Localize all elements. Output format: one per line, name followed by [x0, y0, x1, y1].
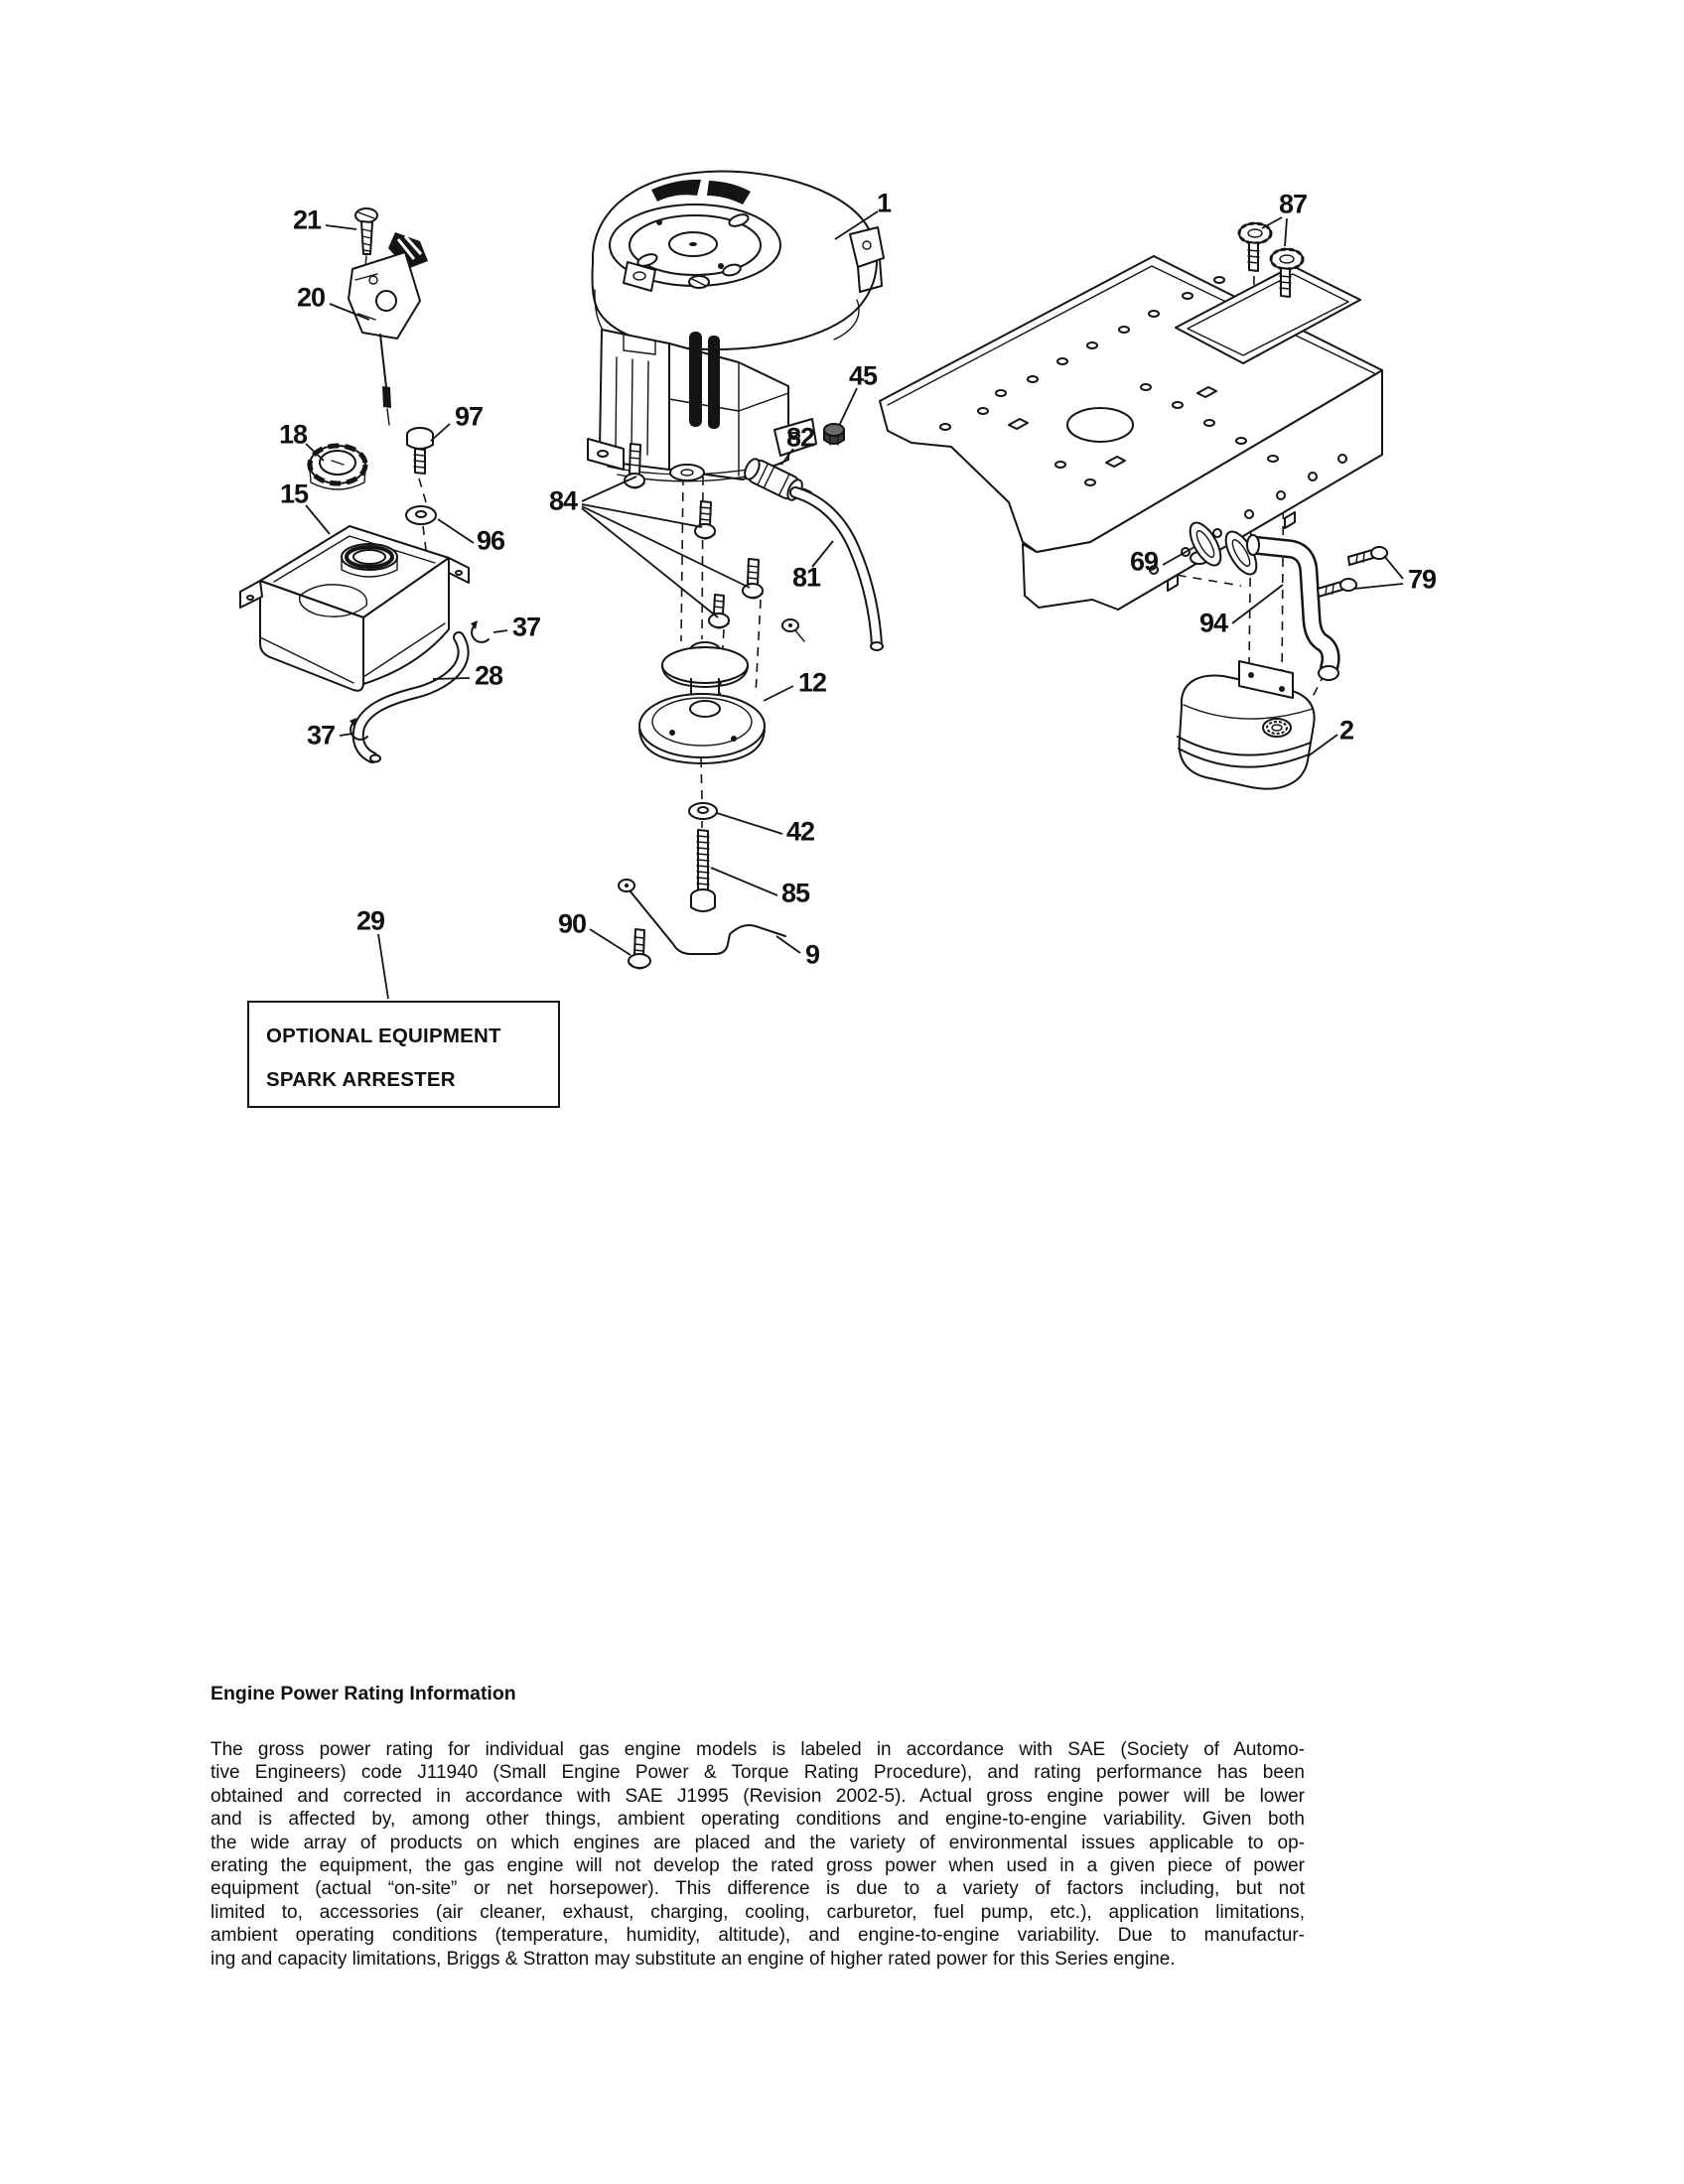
rating-line: the wide array of products on which engines are placed and the variety of environmental issues applicable to op-	[210, 1832, 1305, 1853]
rating-info-heading: Engine Power Rating Information	[210, 1683, 516, 1705]
spark-arrester-label: SPARK ARRESTER	[266, 1068, 456, 1091]
callout-69: 69	[1129, 546, 1159, 577]
optional-equipment-label: OPTIONAL EQUIPMENT	[266, 1024, 501, 1047]
rating-info-section	[210, 1683, 1318, 1971]
rating-line: and is affected by, among other things, ambient operating conditions and engine-to-engine variability. Given both	[210, 1809, 1305, 1831]
callout-87: 87	[1278, 189, 1308, 219]
callout-82: 82	[785, 422, 815, 453]
callout-84: 84	[548, 485, 578, 516]
rating-info-paragraph	[210, 1738, 1318, 1971]
optional-equipment-box	[247, 1001, 560, 1108]
callout-96: 96	[476, 525, 505, 556]
rating-line: obtained and corrected in accordance with SAE J1995 (Revision 2002-5). Actual gross engine power will be lower	[210, 1785, 1305, 1807]
pulley-group	[619, 642, 785, 969]
callout-81: 81	[791, 562, 821, 593]
callout-97: 97	[454, 401, 484, 432]
rating-line: equipment (actual “on-site” or net horsepower). This difference is due to a variety of factors including, but not	[210, 1878, 1305, 1900]
callout-79: 79	[1407, 564, 1437, 595]
callout-37-upper: 37	[511, 612, 541, 642]
callout-12: 12	[797, 667, 827, 698]
callout-28: 28	[474, 660, 503, 691]
callout-42: 42	[785, 816, 815, 847]
rating-line: erating the equipment, the gas engine will not develop the rated gross power when used in a given piece of power	[210, 1855, 1305, 1877]
fuel-tank-group	[240, 428, 489, 762]
rating-line: ambient operating conditions (temperature, humidity, altitude), and engine-to-engine variability. Due to manufactur-	[210, 1925, 1305, 1947]
callout-85: 85	[780, 878, 810, 908]
callout-20: 20	[296, 282, 326, 313]
callout-94: 94	[1198, 608, 1228, 638]
rating-line: The gross power rating for individual gas engine models is labeled in accordance with SAE (Society of Automo-	[210, 1739, 1305, 1760]
callout-29: 29	[355, 905, 385, 936]
callout-45: 45	[848, 360, 878, 391]
callout-90: 90	[557, 908, 587, 939]
callout-15: 15	[279, 478, 309, 509]
callout-1: 1	[876, 188, 892, 218]
callout-37-lower: 37	[306, 720, 336, 751]
rating-line: ing and capacity limitations, Briggs & Stratton may substitute an engine of higher rated power for this Series engine.	[210, 1948, 1176, 1970]
rating-line: limited to, accessories (air cleaner, exhaust, charging, cooling, carburetor, fuel pump, etc.), application limitations,	[210, 1901, 1305, 1923]
callout-21: 21	[292, 205, 322, 235]
callout-18: 18	[278, 419, 308, 450]
rating-line: tive Engineers) code J11940 (Small Engine Power & Torque Rating Procedure), and rating performance has been	[210, 1762, 1305, 1784]
callout-2: 2	[1338, 715, 1354, 746]
callout-9: 9	[804, 939, 820, 970]
